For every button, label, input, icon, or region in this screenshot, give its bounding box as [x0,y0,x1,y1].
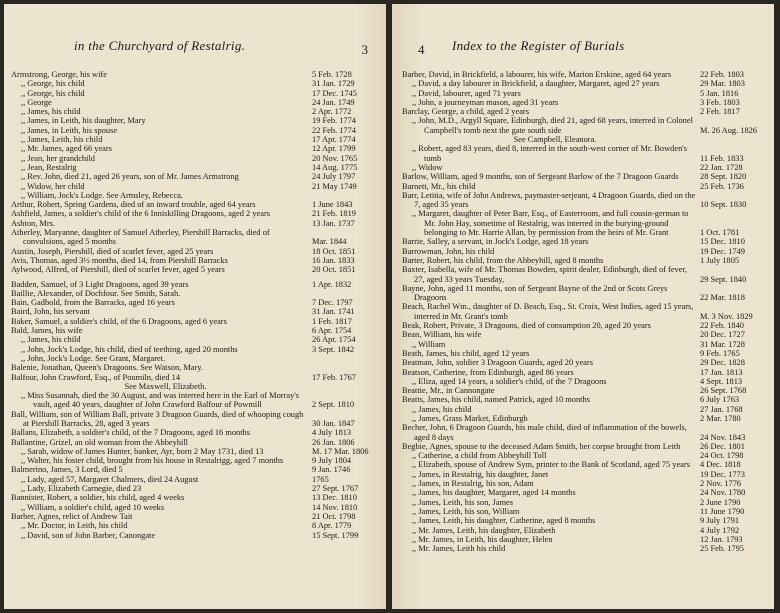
entry-date: 12 Apr. 1799 [312,144,356,154]
index-entry [402,460,760,469]
index-entry [402,479,760,488]
index-entry [402,340,760,349]
entry-text: Austin, Joseph, Piershill, died of scarlet fever, aged 25 years [11,246,214,256]
entry-date: 1 June 1843 [312,200,353,210]
entry-date: 18 Oct. 1851 [312,246,356,256]
entry-date: 10 Sept. 1830 [700,200,747,210]
index-entry [402,535,760,544]
entry-text: ,, Mr. Doctor, in Leith, his child [21,521,128,531]
entry-text: ,, Lady, Elizabeth Carnegie, died 23 [21,484,142,494]
page-number: 3 [361,42,368,57]
index-entry [402,544,760,553]
entry-date: 24 July 1797 [312,172,356,182]
index-entry [402,414,760,423]
index-entry [11,191,372,200]
index-entry [402,488,760,497]
entry-text: Barclay, George, a child, aged 2 years [402,107,529,117]
entry-text: Ashfield, James, a soldier's child of the 6 Inniskilling Dragoons, aged 2 years [11,209,270,219]
index-entry [11,280,372,289]
entry-text: ,, James, Leith, his child [21,135,103,145]
entry-date: 9 Feb. 1765 [700,348,740,358]
running-head: in the Churchyard of Restalrig. [74,38,246,53]
index-entry [402,191,760,210]
index-entry [11,126,372,135]
entry-date: 2 June 1790 [700,497,741,507]
entry-date: 31 Jan. 1741 [312,307,355,317]
index-entry [402,321,760,330]
entry-text: ,, James, Leith, his daughter, Catherine, aged 8 months [412,516,596,526]
entry-text: Barrowman, John, his child [402,246,495,256]
entry-text: ,, James, Grass Market, Edinburgh [412,413,528,423]
index-entry [11,363,372,372]
index-entry [11,219,372,228]
entry-date: 3 Feb. 1803 [700,97,740,107]
index-entry [402,386,760,395]
index-entry [402,182,760,191]
index-entry [402,395,760,404]
entry-text: ,, George [21,97,52,107]
index-entry [11,382,372,391]
index-entry [11,493,372,502]
index-entry [11,345,372,354]
entry-date: 8 Apr. 1779 [312,521,352,531]
entry-text: Beattie, Mr., in Cannongate [402,386,495,396]
index-entry [11,326,372,335]
entry-date: 24 Jan. 1749 [312,97,355,107]
entry-text: ,, James, his daughter, Margaret, aged 14 months [412,488,576,498]
index-entry [402,256,760,265]
entry-text: Barber, David, in Brickfield, a labourer, his wife, Marion Erskine, aged 64 years [402,70,672,79]
entry-date: 4 July 1813 [312,428,352,438]
entry-date: 26 Apr. 1754 [312,335,356,345]
entry-text: ,, William, a soldier's child, aged 10 weeks [21,502,165,512]
entry-date: M. 3 Nov. 1829 [700,311,753,321]
entry-date: 15 Sept. 1799 [312,530,359,540]
entry-text: ,, David, labourer, aged 71 years [412,88,521,98]
index-entry [402,163,760,172]
entry-text: ,, Elizabeth, spouse of Andrew Sym, printer to the Bank of Scotland, aged 75 years [412,460,690,470]
entry-text: ,, James, in Leith, his spouse [21,125,118,135]
entry-date: 19 Dec. 1749 [700,246,745,256]
left-page [4,4,386,609]
entry-date: 13 Jan. 1737 [312,218,355,228]
entry-date: 2 Nov. 1776 [700,479,742,489]
entry-text: ,, Jean, Restalrig [21,162,77,172]
entry-text: ,, James, Leith, his son, William [412,506,520,516]
entry-text: Bayne, John, aged 11 months, son of Sergeant Bayne of the 2nd or Scots Greys Dragoons [402,283,668,303]
index-entry [402,470,760,479]
index-entry [11,512,372,521]
index-entry [402,330,760,339]
entry-text: ,, William [412,339,446,349]
entry-date: 11 June 1790 [700,506,745,516]
index-entry [402,98,760,107]
index-entry [402,507,760,516]
index-entry [11,200,372,209]
entry-date: 6 July 1763 [700,395,740,405]
entry-text: Baird, John, his servant [11,307,90,317]
index-entry [11,428,372,437]
entry-date: 2 Feb. 1817 [700,107,740,117]
entry-date: 21 Feb. 1819 [312,209,356,219]
entry-date: 31 Jan. 1729 [312,79,355,89]
entry-text: ,, Mr. James, Leith his child [412,544,506,554]
entry-date: 22 Jan. 1728 [700,162,743,172]
entry-date: 6 Apr. 1754 [312,326,352,336]
index-entry [402,89,760,98]
entry-date: 31 Mar. 1728 [700,339,745,349]
running-head: Index to the Register of Burials [452,38,625,53]
entry-date: 28 Sept. 1820 [700,172,747,182]
entry-text: Ballantine, Grizel, an old woman from the Abbeyhill [11,437,188,447]
entry-text: Barnett, Mr., his child [402,181,476,191]
entry-date: 4 Dec. 1818 [700,460,741,470]
entry-date: 22 Mar. 1818 [700,293,745,303]
entry-text: ,, James, in Restalrig, his son, Adam [412,479,534,489]
entry-date: 9 July 1804 [312,456,352,466]
index-entry [11,79,372,88]
index-entry [402,70,760,79]
entry-list [11,70,372,540]
entry-date: 26 Dec. 1801 [700,441,745,451]
entry-date: 27 Jan. 1768 [700,404,743,414]
entry-text: Ashton, Mrs. [11,218,55,228]
index-entry [11,410,372,429]
entry-text: Bald, James, his wife [11,326,83,336]
entry-date: 19 Feb. 1774 [312,116,356,126]
entry-text: ,, Mr. James, Leith, his daughter, Elizabeth [412,525,556,535]
index-entry [402,498,760,507]
entry-date: 21 May 1749 [312,181,357,191]
index-entry [11,144,372,153]
entry-date: 2 Apr. 1772 [312,107,352,117]
entry-text: Aylwood, Alfred, of Piershill, died of scarlet fever, aged 5 years [11,265,225,275]
index-entry [11,391,372,410]
entry-text: Barter, Robert, his child, from the Abbeyhill, aged 8 months [402,255,604,265]
entry-text: ,, Jean, her grandchild [21,153,95,163]
entry-text: Balfour, John Crawford, Esq., of Poumiln, died 14 [11,372,181,382]
entry-date: 19 Dec. 1773 [700,469,745,479]
index-entry [11,154,372,163]
index-entry [402,526,760,535]
entry-text: ,, John, Jock's Lodge, his child, died of teething, aged 20 months [21,344,238,354]
page-number: 4 [418,42,425,57]
index-entry [11,335,372,344]
entry-date: 26 Jan. 1806 [312,437,355,447]
index-entry [11,456,372,465]
entry-text: ,, George, his child [21,79,85,89]
entry-date: 21 Oct. 1798 [312,511,356,521]
entry-text: ,, David, a day labourer in Brickfield, a daughter, Margaret, aged 27 years [412,79,660,89]
index-entry [11,247,372,256]
entry-date: 24 Nov. 1843 [700,432,746,442]
index-entry [402,116,760,135]
index-entry [402,172,760,181]
index-entry [11,447,372,456]
index-entry [402,284,760,303]
index-entry [402,358,760,367]
index-entry [11,484,372,493]
index-entry [11,475,372,484]
entry-date: 25 Feb. 1795 [700,544,744,554]
entry-date: 3 Sept. 1842 [312,344,355,354]
entry-date: 27 Sept. 1767 [312,484,359,494]
entry-text: ,, Margaret, daughter of Peter Barr, Esq., of Easterroom, and full cousin-german to Mr. John Hay, sometime of Restalrig, was interred in the burying-ground belonging to Mr. Harrie Allan, by permission from the heirs of Mr. Grant [412,209,689,238]
entry-text: ,, James, Leith, his son, James [412,497,513,507]
index-entry [11,116,372,125]
entry-date: 1765 [312,474,329,484]
entry-date: 20 Dec. 1727 [700,330,745,340]
index-entry [402,516,760,525]
entry-text: ,, Eliza, aged 14 years, a soldier's child, of the 7 Dragoons [412,376,607,386]
index-entry [11,256,372,265]
entry-date: 17 Feb. 1767 [312,372,356,382]
index-entry [402,144,760,163]
entry-text: Avis, Thomas, aged 3½ months, died 14, from Piershill Barracks [11,255,228,265]
entry-text: See Maxwell, Elizabeth. [124,381,207,391]
entry-text: ,, Widow [412,162,443,172]
index-entry [11,182,372,191]
index-entry [11,107,372,116]
index-entry [402,135,760,144]
entry-text: Bain, Gadbold, from the Barracks, aged 16 years [11,298,175,308]
entry-date: 26 Sept. 1768 [700,386,747,396]
entry-date: 20 Oct. 1851 [312,265,356,275]
entry-text: See Campbell, Eleanora. [513,135,597,145]
entry-date: 13 Dec. 1810 [312,493,357,503]
entry-text: Beath, James, his child, aged 12 years [402,348,530,358]
entry-date: 30 Jan. 1847 [312,418,355,428]
entry-date: 2 Mar. 1780 [700,413,741,423]
entry-date: Mar. 1844 [312,237,347,247]
entry-date: 7 Dec. 1797 [312,298,353,308]
index-entry [402,405,760,414]
entry-text: Baker, Samuel, a soldier's child, of the 6 Dragoons, aged 6 years [11,316,227,326]
index-entry [11,373,372,382]
entry-text: ,, Walter, his foster child, brought from his house in Restalrigg, aged 7 months [21,456,284,466]
entry-text: Barr, Letitia, wife of John Andrews, paymaster-serjeant, 4 Dragoon Guards, died on the 7, aged 35 years [402,190,696,210]
entry-text: ,, Catherine, a child from Abbeyhill Toll [412,451,547,461]
index-entry [402,377,760,386]
entry-date: 4 Sept. 1813 [700,376,743,386]
entry-text: Begbie, Agnes, spouse to the deceased Adam Smith, her corpse brought from Leith [402,441,681,451]
entry-date: 1 Apr. 1832 [312,279,352,289]
entry-date: M. 17 Mar. 1806 [312,446,369,456]
entry-date: 2 Sept. 1810 [312,400,355,410]
entry-text: ,, Miss Susannah, died the 30 August, and was interred here in the Earl of Morray's vault, aged 40 years, daughter of John Crawford Balfour of Powmill [21,391,300,410]
entry-text: Beatman, John, soldier 3 Dragoon Guards, aged 20 years [402,358,593,368]
entry-text: Beak, Robert, Private, 3 Dragoons, died of consumption 20, aged 20 years [402,321,651,331]
index-entry [11,531,372,540]
entry-date: 1 Feb. 1817 [312,316,352,326]
entry-date: 1 July 1805 [700,255,740,265]
right-page [392,4,774,609]
entry-date: 4 July 1792 [700,525,740,535]
entry-text: ,, John, M.D., Argyll Square, Edinburgh, died 21, aged 68 years, interred in Colonel Campbell's tomb next the gate south side [412,116,693,135]
entry-date: 17 Apr. 1774 [312,135,356,145]
entry-text: Baillie, Alexander, of Dochfour. See Smith, Sarah. [11,288,181,298]
index-entry [11,298,372,307]
entry-text: Badden, Samuel, of 3 Light Dragoons, aged 39 years [11,279,189,289]
entry-text: Armstrong, George, his wife [11,70,107,79]
index-entry [402,423,760,442]
index-entry [11,265,372,274]
entry-text: ,, James, his child [21,335,81,345]
entry-date: 5 Feb. 1728 [312,70,352,79]
entry-text: ,, John, Jock's Lodge. See Grant, Margaret. [21,353,166,363]
index-entry [11,438,372,447]
entry-text: Beach, Rachel Wm., daughter of D. Beach, Esq., St. Croix, West Indies, aged 15 years, interred in Mr. Grant's tomb [402,302,694,321]
entry-date: 25 Feb. 1736 [700,181,744,191]
index-entry [11,354,372,363]
index-entry [11,89,372,98]
entry-date: 29 Mar. 1803 [700,79,745,89]
entry-date: 22 Feb. 1803 [700,70,744,79]
entry-text: ,, James, in Leith, his daughter, Mary [21,116,146,126]
index-entry [11,307,372,316]
entry-text: Barber, Agnes, relict of Andrew Tait [11,511,133,521]
entry-text: Arthur, Robert, Spring Gardens, died of an inward trouble, aged 64 years [11,200,256,210]
entry-date: 24 Nov. 1780 [700,488,746,498]
entry-text: ,, Rev. John, died 21, aged 26 years, son of Mr. James Armstrong [21,172,239,182]
entry-date: 11 Feb. 1833 [700,153,744,163]
index-entry [402,442,760,451]
entry-text: Balenie, Jonathan, Queen's Dragoons. See Watson, Mary. [11,363,204,373]
index-entry [402,451,760,460]
index-entry [11,209,372,218]
index-entry [402,237,760,246]
index-entry [402,265,760,284]
entry-date: 12 Jan. 1793 [700,534,743,544]
entry-date: 9 July 1791 [700,516,740,526]
index-entry [11,228,372,247]
entry-text: ,, Sarah, widow of James Hunter, banker, Ayr, born 2 May 1731, died 13 [21,446,264,456]
entry-date: 24 Oct. 1798 [700,451,744,461]
index-entry [402,368,760,377]
entry-date: 17 Dec. 1745 [312,88,357,98]
index-entry [11,289,372,298]
entry-date: 9 Jan. 1746 [312,465,351,475]
index-entry [11,465,372,474]
entry-text: Ballans, Elizabeth, a soldier's child, of the 7 Dragoons, aged 16 months [11,428,250,438]
entry-date: 29 Dec. 1828 [700,358,745,368]
entry-text: ,, Mr. James, in Leith, his daughter, Helen [412,534,553,544]
entry-text: ,, George, his child [21,88,85,98]
index-entry [402,107,760,116]
index-entry [11,135,372,144]
entry-text: Bannister, Robert, a soldier, his child, aged 4 weeks [11,493,185,503]
entry-text: Beatson, Catherine, from Edinburgh, aged 86 years [402,367,574,377]
entry-date: 22 Feb. 1774 [312,125,356,135]
entry-text: ,, James, his child [21,107,81,117]
entry-text: ,, Robert, aged 83 years, died 8, interred in the south-west corner of Mr. Bowden's tomb [412,144,688,163]
entry-text: Ball, William, son of William Ball, private 3 Dragoon Guards, died of whooping cough at Piershill Barracks, 28, aged 3 years [11,409,304,428]
entry-text: Baxter, Isabella, wife of Mr. Thomas Bowden, spirit dealer, Edinburgh, died of fever, 27, aged 33 years Tuesday, [402,265,687,284]
entry-text: ,, Lady, aged 57, Margaret Chalmers, died 24 August [21,474,199,484]
entry-text: ,, John, a journeyman mason, aged 31 years [412,97,559,107]
index-entry [402,79,760,88]
index-entry [11,172,372,181]
entry-date: M. 26 Aug. 1826 [700,125,758,135]
entry-text: Balmerino, James, 3 Lord, died 5 [11,465,123,475]
index-entry [402,302,760,321]
entry-date: 5 Jan. 1816 [700,88,739,98]
entry-text: ,, James, in Restalrig, his daughter, Janet [412,469,549,479]
index-entry [402,209,760,237]
entry-text: ,, William, Jock's Lodge. See Armsley, Rebecca. [21,190,183,200]
entry-text: ,, Mr. James, aged 66 years [21,144,112,154]
entry-date: 20 Nov. 1765 [312,153,358,163]
index-entry [11,503,372,512]
index-entry [11,70,372,79]
entry-date: 22 Feb. 1840 [700,321,744,331]
entry-date: 15 Dec. 1810 [700,237,745,247]
entry-text: Beatts, James, his child, named Patrick, aged 10 months [402,395,590,405]
index-entry [11,163,372,172]
index-entry [11,521,372,530]
entry-date: 1 Oct. 1781 [700,228,740,238]
index-entry [402,247,760,256]
entry-text: Barlow, William, aged 9 months, son of Sergeant Barlow of the 7 Dragoon Guards [402,172,679,182]
entry-list [402,70,760,553]
entry-text: Becher, John, 6 Dragoon Guards, his male child, died of inflammation of the bowels, aged 8 days [402,423,687,442]
entry-text: ,, James, his child [412,404,472,414]
entry-date: 14 Aug. 1775 [312,162,358,172]
entry-text: Bean, William, his wife [402,330,482,340]
entry-text: ,, David, son of John Barber, Canongate [21,530,156,540]
entry-date: 16 Jan. 1833 [312,255,355,265]
entry-text: ,, Widow, her child [21,181,85,191]
index-entry [11,98,372,107]
entry-text: Atherley, Maryanne, daughter of Samuel Atherley, Piershill Barracks, died of convulsions, aged 5 months [11,228,270,247]
entry-date: 14 Nov. 1810 [312,502,358,512]
index-entry [402,349,760,358]
entry-date: 17 Jan. 1813 [700,367,743,377]
entry-date: 29 Sept. 1840 [700,274,747,284]
entry-text: Barrie, Salley, a servant, in Jock's Lodge, aged 18 years [402,237,589,247]
index-entry [11,317,372,326]
